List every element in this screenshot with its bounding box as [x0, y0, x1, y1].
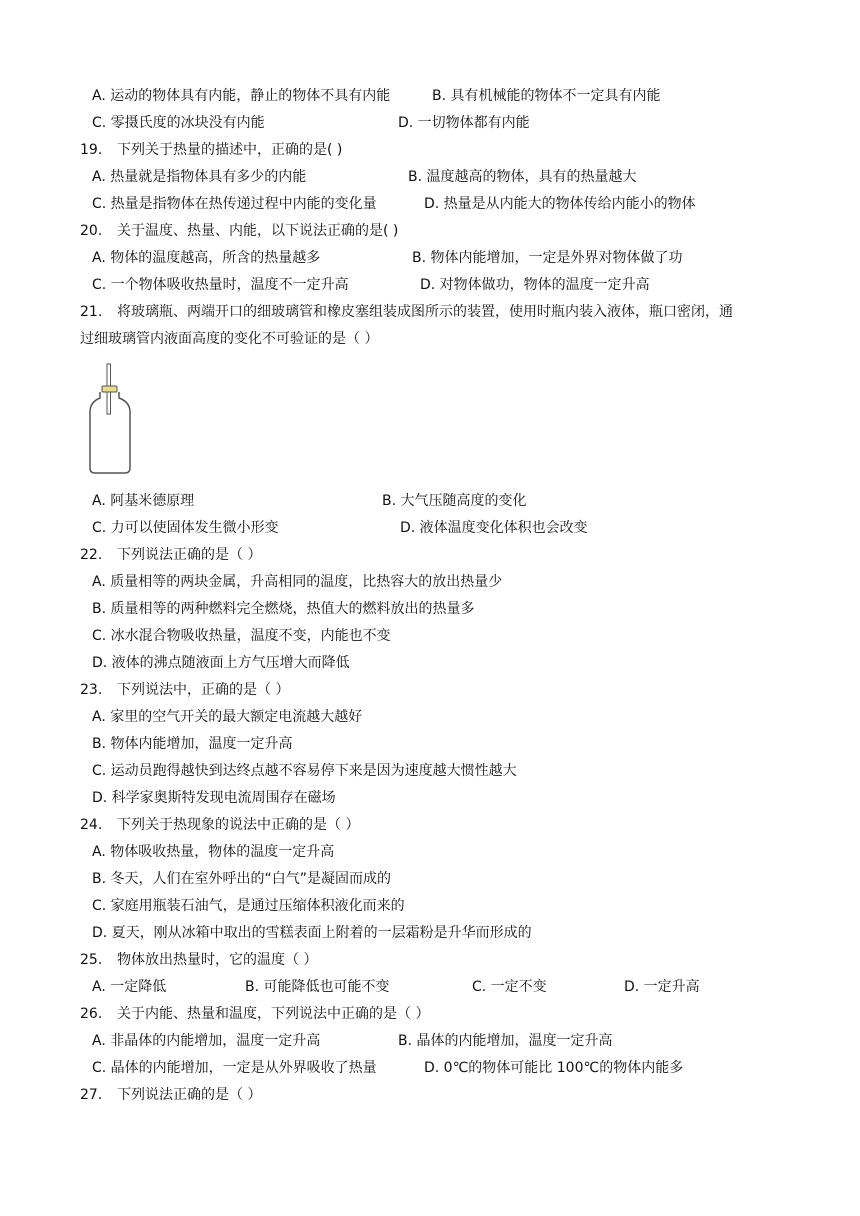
q18-option-a: A. 运动的物体具有内能，静止的物体不具有内能 — [92, 88, 391, 104]
q25-option-d: D. 一定升高 — [624, 979, 700, 995]
q24-number: 24. — [80, 817, 103, 833]
bottle-apparatus-figure — [86, 362, 134, 476]
q24-option-a: A. 物体吸收热量，物体的温度一定升高 — [92, 844, 335, 860]
q25-option-b: B. 可能降低也可能不变 — [245, 979, 390, 995]
q19-option-c: C. 热量是指物体在热传递过程中内能的变化量 — [92, 196, 377, 212]
q22-option-a: A. 质量相等的两块金属，升高相同的温度，比热容大的放出热量少 — [92, 574, 503, 590]
q24-stem: 下列关于热现象的说法中正确的是（ ） — [117, 817, 360, 833]
q20-stem: 关于温度、热量、内能，以下说法正确的是( ) — [117, 223, 399, 239]
q21-stem-line1: 将玻璃瓶、两端开口的细玻璃管和橡皮塞组装成图所示的装置，使用时瓶内装入液体，瓶口密闭，通 — [117, 304, 733, 320]
q21-option-a: A. 阿基米德原理 — [92, 493, 195, 509]
q23-option-c: C. 运动员跑得越快到达终点越不容易停下来是因为速度越大惯性越大 — [92, 763, 517, 779]
q23-option-b: B. 物体内能增加，温度一定升高 — [92, 736, 293, 752]
q26-number: 26. — [80, 1006, 103, 1022]
q19-option-d: D. 热量是从内能大的物体传给内能小的物体 — [424, 196, 696, 212]
q21-option-c: C. 力可以使固体发生微小形变 — [92, 520, 279, 536]
q18-option-b: B. 具有机械能的物体不一定具有内能 — [432, 88, 661, 104]
q20-option-b: B. 物体内能增加，一定是外界对物体做了功 — [412, 250, 683, 266]
q20-option-d: D. 对物体做功，物体的温度一定升高 — [420, 277, 650, 293]
q26-option-a: A. 非晶体的内能增加，温度一定升高 — [92, 1033, 321, 1049]
q26-option-c: C. 晶体的内能增加，一定是从外界吸收了热量 — [92, 1060, 377, 1076]
q27-number: 27. — [80, 1087, 103, 1103]
q21-option-d: D. 液体温度变化体积也会改变 — [400, 520, 588, 536]
q24-option-b: B. 冬天，人们在室外呼出的“白气”是凝固而成的 — [92, 871, 392, 887]
q26-option-b: B. 晶体的内能增加，温度一定升高 — [398, 1033, 613, 1049]
q19-stem: 下列关于热量的描述中，正确的是( ) — [117, 142, 343, 158]
q20-option-a: A. 物体的温度越高，所含的热量越多 — [92, 250, 321, 266]
q26-stem: 关于内能、热量和温度，下列说法中正确的是（ ） — [117, 1006, 430, 1022]
q18-option-d: D. 一切物体都有内能 — [398, 115, 530, 131]
q23-number: 23. — [80, 682, 103, 698]
q22-option-d: D. 液体的沸点随液面上方气压增大而降低 — [92, 655, 350, 671]
q20-number: 20. — [80, 223, 103, 239]
q22-number: 22. — [80, 547, 103, 563]
q25-number: 25. — [80, 952, 103, 968]
q19-option-a: A. 热量就是指物体具有多少的内能 — [92, 169, 307, 185]
q23-option-a: A. 家里的空气开关的最大额定电流越大越好 — [92, 709, 363, 725]
q21-option-b: B. 大气压随高度的变化 — [382, 493, 527, 509]
q22-stem: 下列说法正确的是（ ） — [117, 547, 262, 563]
q19-option-b: B. 温度越高的物体，具有的热量越大 — [408, 169, 637, 185]
q22-option-b: B. 质量相等的两种燃料完全燃烧，热值大的燃料放出的热量多 — [92, 601, 475, 617]
q25-stem: 物体放出热量时，它的温度（ ） — [117, 952, 318, 968]
q26-option-d: D. 0℃的物体可能比 100℃的物体内能多 — [424, 1060, 684, 1076]
q22-option-c: C. 冰水混合物吸收热量，温度不变，内能也不变 — [92, 628, 391, 644]
q21-number: 21. — [80, 304, 103, 320]
q25-option-c: C. 一定不变 — [472, 979, 547, 995]
q24-option-d: D. 夏天，刚从冰箱中取出的雪糕表面上附着的一层霜粉是升华而形成的 — [92, 925, 532, 941]
q27-stem: 下列说法正确的是（ ） — [117, 1087, 262, 1103]
q25-option-a: A. 一定降低 — [92, 979, 167, 995]
q21-stem-line2: 过细玻璃管内液面高度的变化不可验证的是（ ） — [80, 331, 379, 347]
q24-option-c: C. 家庭用瓶装石油气，是通过压缩体积液化而来的 — [92, 898, 405, 914]
q18-option-c: C. 零摄氏度的冰块没有内能 — [92, 115, 265, 131]
q23-stem: 下列说法中，正确的是（ ） — [117, 682, 290, 698]
q20-option-c: C. 一个物体吸收热量时，温度不一定升高 — [92, 277, 349, 293]
q19-number: 19. — [80, 142, 103, 158]
q23-option-d: D. 科学家奥斯特发现电流周围存在磁场 — [92, 790, 336, 806]
